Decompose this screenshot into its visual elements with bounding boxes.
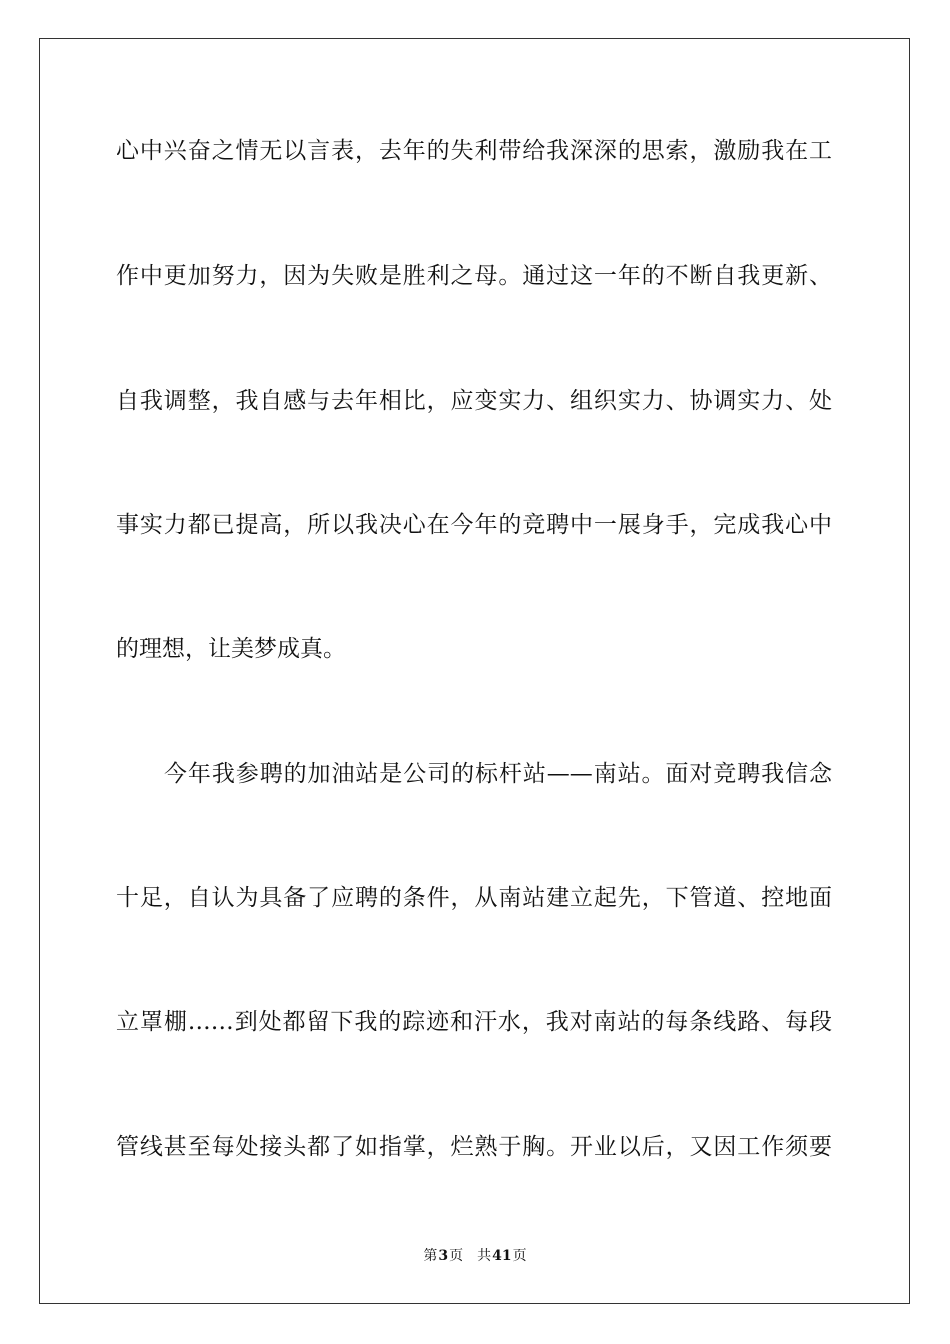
paragraph-line: 管线甚至每处接头都了如指掌，烂熟于胸。开业以后，又因工作须要 [116,1134,832,1160]
total-prefix: 共 [477,1248,492,1264]
total-suffix: 页 [512,1248,527,1264]
page-border [39,38,910,1304]
total-pages: 41 [492,1248,512,1264]
paragraph-line: 作中更加努力，因为失败是胜利之母。通过这一年的不断自我更新、 [116,263,832,289]
paragraph-line: 心中兴奋之情无以言表，去年的失利带给我深深的思索，激励我在工 [116,138,832,164]
page-footer [0,1246,950,1266]
page-suffix: 页 [449,1248,464,1264]
page-prefix: 第 [423,1248,438,1264]
paragraph-line: 十足，自认为具备了应聘的条件，从南站建立起先，下管道、控地面 [116,885,832,911]
paragraph-line: 立罩棚……到处都留下我的踪迹和汗水，我对南站的每条线路、每段 [116,1009,832,1035]
paragraph-line: 自我调整，我自感与去年相比，应变实力、组织实力、协调实力、处 [116,388,832,414]
paragraph-line: 今年我参聘的加油站是公司的标杆站——南站。面对竞聘我信念 [164,761,832,787]
page-number: 3 [438,1248,449,1264]
paragraph-line: 事实力都已提高，所以我决心在今年的竞聘中一展身手，完成我心中 [116,512,832,538]
paragraph-line: 的理想，让美梦成真。 [116,636,346,662]
